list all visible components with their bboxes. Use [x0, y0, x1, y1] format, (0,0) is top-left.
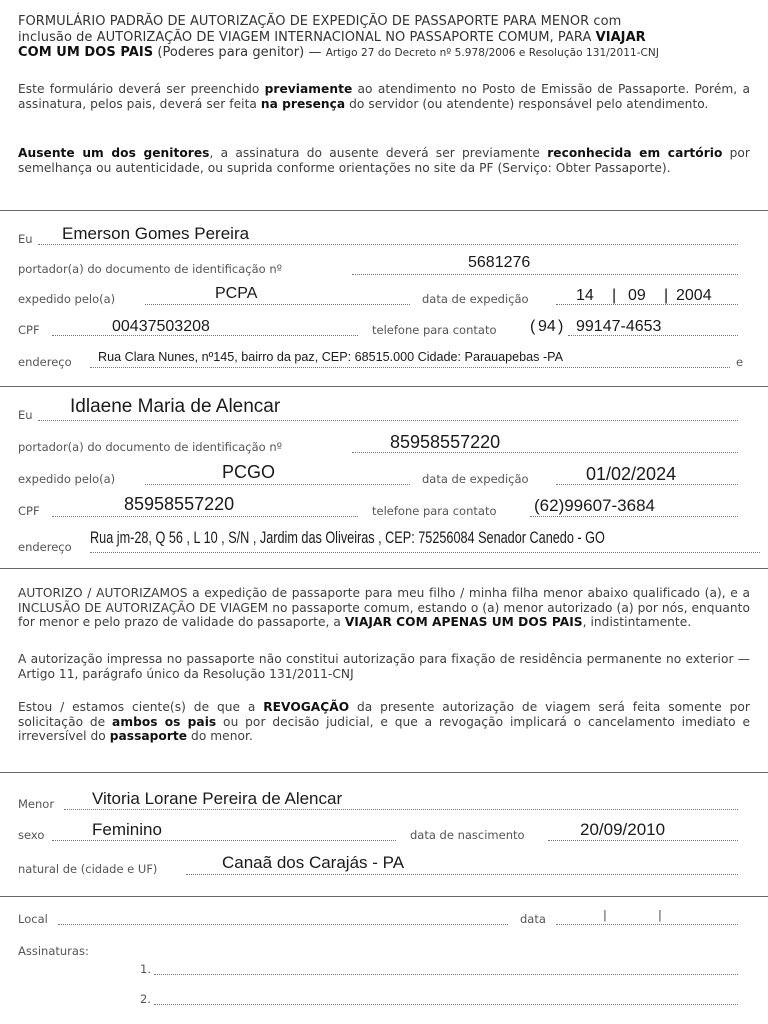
parent1-phone-ddd[interactable]: 94 — [538, 318, 556, 335]
phone-line — [530, 516, 738, 517]
signature-2-line[interactable] — [154, 1004, 738, 1005]
parent2-name[interactable]: Idlaene Maria de Alencar — [70, 396, 281, 417]
document-line — [352, 274, 738, 275]
birthplace-line — [186, 874, 738, 875]
section-divider — [0, 210, 768, 211]
issue-date-label: data de expedição — [422, 292, 529, 306]
intro-paragraph-2: Ausente um dos genitores, a assinatura do ausente deverá ser previamente reconhecida em cartório por semelhança ou autenticidade, ou suprida conforme orientações no site da PF (Serviço: Obter Passaporte). — [18, 146, 750, 175]
parent2-issuer[interactable]: PCGO — [222, 462, 276, 482]
cpf-label: CPF — [18, 323, 40, 337]
signatures-label: Assinaturas: — [18, 944, 89, 958]
address-line — [90, 552, 760, 553]
local-line[interactable] — [58, 924, 508, 925]
minor-name-line — [64, 809, 738, 810]
cpf-line — [52, 516, 358, 517]
parent1-issue-month[interactable]: 09 — [628, 287, 646, 304]
issuer-line — [145, 304, 410, 305]
cpf-label: CPF — [18, 504, 40, 518]
parent1-issuer[interactable]: PCPA — [215, 285, 258, 302]
birth-date-line — [548, 840, 738, 841]
address-label: endereço — [18, 540, 72, 554]
address-label: endereço — [18, 355, 72, 369]
date-line[interactable] — [556, 924, 738, 925]
authorization-paragraph-1: AUTORIZO / AUTORIZAMOS a expedição de passaporte para meu filho / minha filha menor abaixo qualificado (a), e a INCLUSÃO DE AUTORIZAÇÃO DE VIAGEM no passaporte comum, estando o (a) menor autorizado (a) por nós, enquanto for menor e pelo prazo de validade do passaporte, a VIAJAR COM APENAS UM DOS PAIS, indistintamente. — [18, 586, 750, 630]
parent2-phone[interactable]: (62)99607-3684 — [534, 496, 655, 515]
and-label: e — [736, 355, 744, 369]
issuer-label: expedido pelo(a) — [18, 472, 116, 486]
form-title: FORMULÁRIO PADRÃO DE AUTORIZAÇÃO DE EXPEDIÇÃO DE PASSAPORTE PARA MENOR com inclusão de AUTORIZAÇÃO DE VIAGEM INTERNACIONAL NO PASSAPORTE COMUM, PARA VIAJAR COM UM DOS PAIS (Poderes para genitor) — Artigo 27 do Decreto nº 5.978/2006 e Resolução 131/2011-CNJ — [18, 14, 659, 60]
section-divider — [0, 896, 768, 897]
local-label: Local — [18, 912, 48, 926]
section-divider — [0, 772, 768, 773]
signature-2-number: 2. — [140, 992, 151, 1006]
minor-name[interactable]: Vitoria Lorane Pereira de Alencar — [92, 789, 343, 808]
date-label: data — [520, 912, 546, 926]
section-divider — [0, 386, 768, 387]
signature-1-number: 1. — [140, 962, 151, 976]
section-divider — [0, 568, 768, 569]
name-line — [38, 244, 738, 245]
signature-1-line[interactable] — [154, 974, 738, 975]
phone-label: telefone para contato — [372, 323, 497, 337]
address-line — [90, 367, 730, 368]
parent2-issue-date[interactable]: 01/02/2024 — [586, 464, 677, 484]
eu-label: Eu — [18, 408, 33, 422]
parent1-name[interactable]: Emerson Gomes Pereira — [62, 224, 250, 243]
birth-date-label: data de nascimento — [410, 828, 525, 842]
parent1-issue-year[interactable]: 2004 — [676, 287, 712, 304]
minor-birthplace[interactable]: Canaã dos Carajás - PA — [222, 853, 405, 872]
phone-label: telefone para contato — [372, 504, 497, 518]
authorization-paragraph-3: Estou / estamos ciente(s) de que a REVOGAÇÃO da presente autorização de viagem será feita somente por solicitação de ambos os pais ou por decisão judicial, e que a revogação implicará o cancelamento imediato e irreversível do passaporte do menor. — [18, 700, 751, 744]
parent1-address[interactable]: Rua Clara Nunes, nº145, bairro da paz, CEP: 68515.000 Cidade: Parauapebas -PA — [98, 350, 564, 364]
document-label: portador(a) do documento de identificação nº — [18, 440, 283, 454]
minor-birth-date[interactable]: 20/09/2010 — [580, 820, 666, 839]
intro-paragraph-1: Este formulário deverá ser preenchido previamente ao atendimento no Posto de Emissão de Passaporte. Porém, a assinatura, pelos pais, deverá ser feita na presença do servidor (ou atendente) responsável pelo atendimento. — [18, 82, 750, 111]
authorization-paragraph-2: A autorização impressa no passaporte não constitui autorização para fixação de residência permanente no exterior — Artigo 11, parágrafo único da Resolução 131/2011-CNJ — [18, 652, 750, 681]
parent1-phone[interactable]: 99147-4653 — [576, 318, 662, 335]
birthplace-label: natural de (cidade e UF) — [18, 862, 158, 876]
parent1-document[interactable]: 5681276 — [468, 254, 531, 271]
issuer-label: expedido pelo(a) — [18, 292, 116, 306]
minor-label: Menor — [18, 797, 55, 811]
document-label: portador(a) do documento de identificação nº — [18, 262, 283, 276]
eu-label: Eu — [18, 232, 33, 246]
sex-line — [52, 840, 396, 841]
issuer-line — [145, 484, 410, 485]
parent2-address[interactable]: Rua jm-28, Q 56 , L 10 , S/N , Jardim das Oliveiras , CEP: 75256084 Senador Canedo - GO — [90, 528, 605, 547]
parent2-cpf[interactable]: 85958557220 — [124, 494, 235, 514]
parent1-issue-day[interactable]: 14 — [576, 287, 594, 304]
sex-label: sexo — [18, 828, 45, 842]
issue-date-label: data de expedição — [422, 472, 529, 486]
parent1-cpf[interactable]: 00437503208 — [112, 318, 210, 335]
parent2-document[interactable]: 85958557220 — [390, 432, 501, 452]
minor-sex[interactable]: Feminino — [92, 820, 162, 839]
name-line — [38, 420, 738, 421]
